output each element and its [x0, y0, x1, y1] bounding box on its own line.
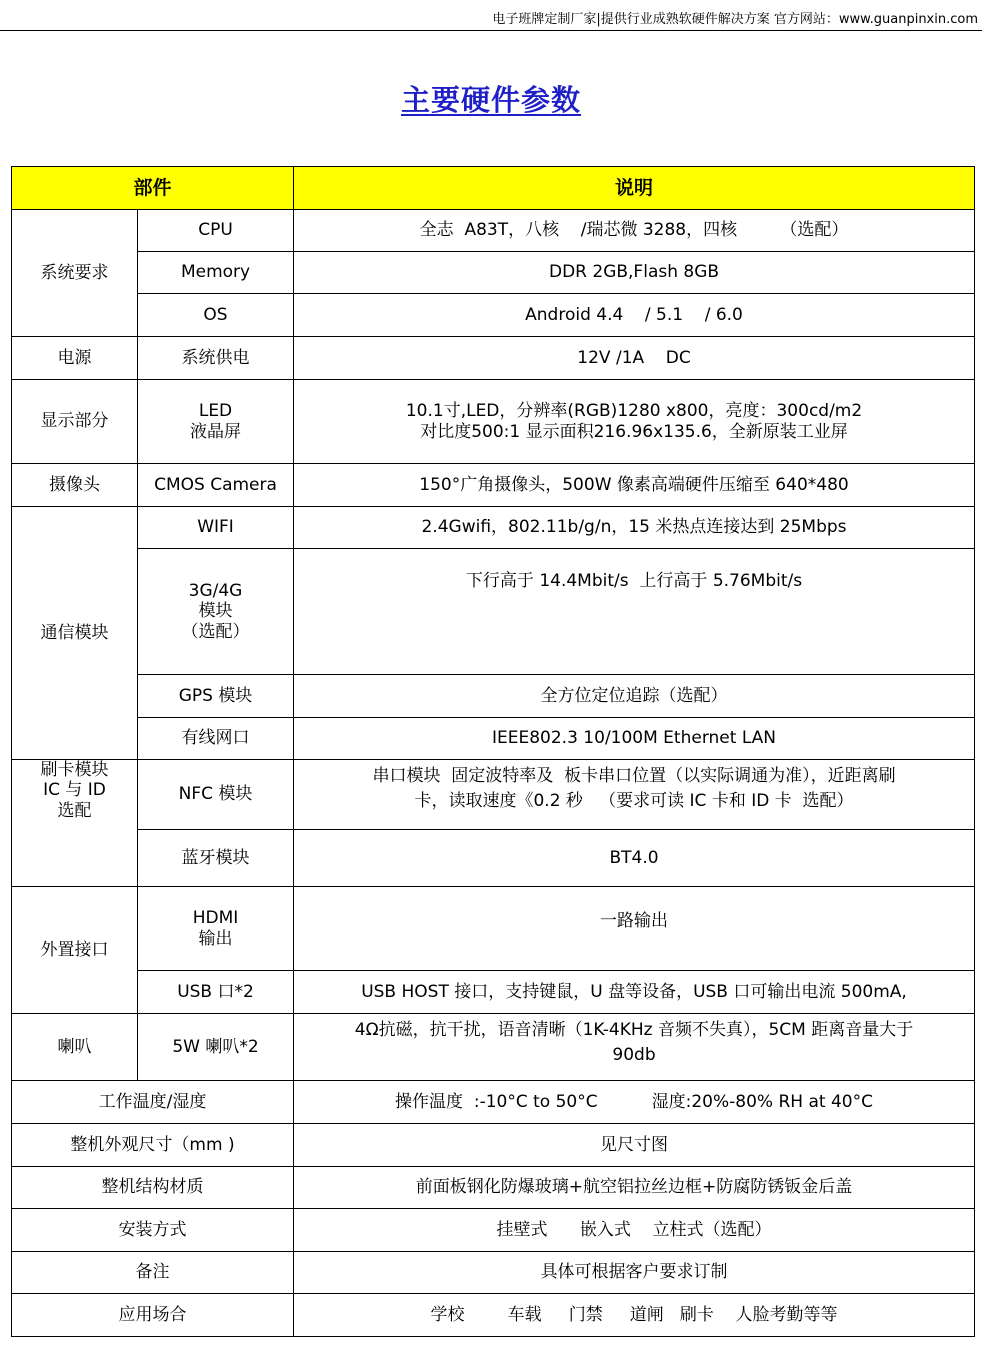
- desc-line: 90db: [612, 1044, 656, 1065]
- table-row: [12, 210, 975, 252]
- table-row: [12, 887, 975, 971]
- group-cell: 显示部分: [12, 380, 138, 464]
- table-row: [12, 971, 975, 1014]
- table-row: [12, 1124, 975, 1167]
- part-cell: NFC 模块: [138, 760, 294, 830]
- part-cell: GPS 模块: [138, 675, 294, 718]
- desc-line: 对比度500:1 显示面积216.96x135.6，全新原装工业屏: [420, 421, 848, 442]
- desc-cell: 前面板钢化防爆玻璃+航空铝拉丝边框+防腐防锈钣金后盖: [294, 1167, 975, 1209]
- label-cell: 工作温度/湿度: [12, 1081, 294, 1124]
- desc-cell: 全志 A83T，八核 /瑞芯微 3288，四核 （选配）: [294, 210, 975, 252]
- title-text: 主要硬件参数: [400, 83, 581, 117]
- desc-cell: IEEE802.3 10/100M Ethernet LAN: [294, 718, 975, 760]
- part-line: 模块: [198, 601, 233, 622]
- group-cell: 通信模块: [12, 507, 138, 760]
- part-cell: 有线网口: [138, 718, 294, 760]
- group-cell: 外置接口: [12, 887, 138, 1014]
- table-row: [12, 1209, 975, 1252]
- group-cell: 摄像头: [12, 464, 138, 507]
- desc-cell: 见尺寸图: [294, 1124, 975, 1167]
- header-row: [12, 167, 975, 210]
- part-cell: OS: [138, 294, 294, 337]
- desc-cell: 挂壁式 嵌入式 立柱式（选配）: [294, 1209, 975, 1252]
- desc-line: 4Ω抗磁，抗干扰，语音清晰（1K-4KHz 音频不失真），5CM 距离音量大于: [354, 1020, 914, 1040]
- table-row: [12, 252, 975, 294]
- page-header: [0, 0, 982, 31]
- part-cell: [138, 887, 294, 971]
- part-cell: USB 口*2: [138, 971, 294, 1014]
- part-cell: CPU: [138, 210, 294, 252]
- label-cell: 应用场合: [12, 1294, 294, 1337]
- table-row: [12, 294, 975, 337]
- desc-cell: 具体可根据客户要求订制: [294, 1252, 975, 1294]
- part-line: 液晶屏: [190, 421, 241, 442]
- part-cell: 系统供电: [138, 337, 294, 380]
- part-cell: 5W 喇叭*2: [138, 1014, 294, 1081]
- desc-line: 一路输出: [600, 911, 669, 931]
- table-row: [12, 380, 975, 464]
- table-row: [12, 1014, 975, 1081]
- group-line: 刷卡模块: [40, 760, 109, 780]
- desc-cell: DDR 2GB,Flash 8GB: [294, 252, 975, 294]
- table-row: [12, 1294, 975, 1337]
- desc-cell: 全方位定位追踪（选配）: [294, 675, 975, 718]
- table-row: [12, 760, 975, 830]
- label-cell: 整机外观尺寸（mm ): [12, 1124, 294, 1167]
- part-cell: CMOS Camera: [138, 464, 294, 507]
- desc-cell: [294, 887, 975, 971]
- part-line: 3G/4G: [188, 580, 243, 601]
- label-cell: 安装方式: [12, 1209, 294, 1252]
- label-cell: 备注: [12, 1252, 294, 1294]
- table-row: [12, 1081, 975, 1124]
- desc-cell: USB HOST 接口，支持键鼠，U 盘等设备，USB 口可输出电流 500mA,: [294, 971, 975, 1014]
- desc-line: 串口模块 固定波特率及 板卡串口位置（以实际调通为准），近距离刷: [372, 766, 896, 786]
- group-cell: [12, 760, 138, 887]
- label-cell: 整机结构材质: [12, 1167, 294, 1209]
- desc-cell: 12V /1A DC: [294, 337, 975, 380]
- part-cell: 蓝牙模块: [138, 830, 294, 887]
- table-row: [12, 1252, 975, 1294]
- part-cell: [138, 549, 294, 675]
- desc-cell: BT4.0: [294, 830, 975, 887]
- desc-cell: [294, 380, 975, 464]
- group-line: IC 与 ID: [43, 780, 106, 801]
- desc-cell: 2.4Gwifi，802.11b/g/n，15 米热点连接达到 25Mbps: [294, 507, 975, 549]
- table-row: [12, 507, 975, 549]
- desc-line: 10.1寸,LED，分辨率(RGB)1280 x800，亮度：300cd/m2: [405, 401, 863, 422]
- part-cell: Memory: [138, 252, 294, 294]
- desc-line: 卡，读取速度《0.2 秒 （要求可读 IC 卡和 ID 卡 选配）: [414, 790, 854, 811]
- desc-cell: 操作温度 :-10°C to 50°C 湿度:20%-80% RH at 40°C: [294, 1081, 975, 1124]
- desc-line: 下行高于 14.4Mbit/s 上行高于 5.76Mbit/s: [465, 571, 803, 591]
- desc-cell: 学校 车载 门禁 道闸 刷卡 人脸考勤等等: [294, 1294, 975, 1337]
- table-row: [12, 549, 975, 675]
- table-row: [12, 830, 975, 887]
- desc-cell: 150°广角摄像头，500W 像素高端硬件压缩至 640*480: [294, 464, 975, 507]
- group-cell: 系统要求: [12, 210, 138, 337]
- part-line: LED: [198, 401, 233, 422]
- header-description: 说明: [294, 167, 975, 210]
- desc-cell: [294, 549, 975, 675]
- group-line: 选配: [57, 800, 92, 821]
- part-line: HDMI: [192, 908, 239, 929]
- part-line: 输出: [198, 928, 233, 949]
- table-row: [12, 675, 975, 718]
- group-cell: 电源: [12, 337, 138, 380]
- part-cell: WIFI: [138, 507, 294, 549]
- table-row: [12, 718, 975, 760]
- spec-table: [11, 166, 975, 1337]
- table-row: [12, 1167, 975, 1209]
- header-text: 电子班牌定制厂家|提供行业成熟软硬件解决方案 官方网站：www.guanpinxin.com: [492, 12, 978, 27]
- part-cell: [138, 380, 294, 464]
- desc-cell: [294, 760, 975, 830]
- desc-cell: Android 4.4 / 5.1 / 6.0: [294, 294, 975, 337]
- header-component: 部件: [12, 167, 294, 210]
- part-line: （选配）: [181, 621, 250, 642]
- group-cell: 喇叭: [12, 1014, 138, 1081]
- table-row: [12, 464, 975, 507]
- table-row: [12, 337, 975, 380]
- desc-cell: [294, 1014, 975, 1081]
- document-title: [0, 78, 982, 119]
